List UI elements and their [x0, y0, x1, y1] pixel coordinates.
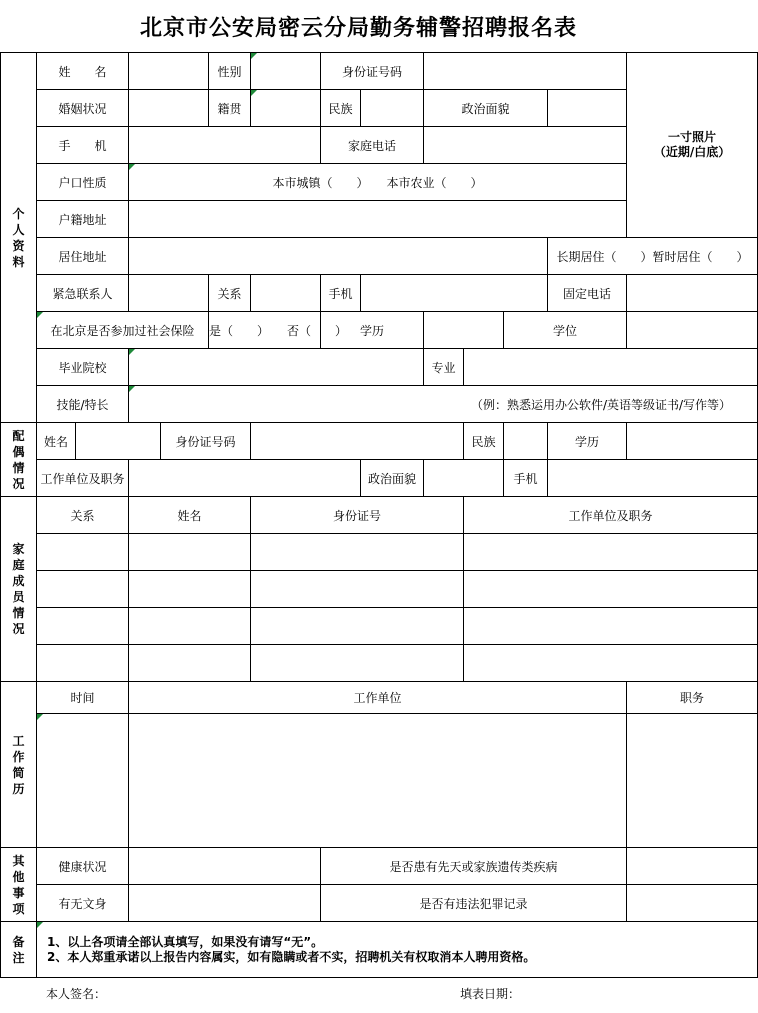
family-relation-cell[interactable] — [37, 534, 129, 571]
health-field[interactable] — [129, 848, 321, 885]
landline-field[interactable] — [627, 275, 758, 312]
family-id-cell[interactable] — [251, 534, 464, 571]
family-row — [1, 571, 758, 608]
emergency-mobile-label: 手机 — [321, 275, 361, 312]
remark-note-1: 1、以上各项请全部认真填写，如果没有请写“无”。 — [47, 934, 324, 949]
remarks-notes — [37, 922, 758, 978]
spouse-political-label: 政治面貌 — [361, 460, 424, 497]
degree-field[interactable] — [627, 312, 758, 349]
marital-status-label: 婚姻状况 — [37, 90, 129, 127]
resume-time-field[interactable] — [37, 714, 129, 848]
family-work-cell[interactable] — [464, 645, 758, 682]
section-spouse: 配 偶 情 况 — [1, 423, 37, 497]
relation-label: 关系 — [209, 275, 251, 312]
native-place-field[interactable] — [251, 90, 321, 127]
family-id-cell[interactable] — [251, 608, 464, 645]
name-field[interactable] — [129, 53, 209, 90]
residence-address-field[interactable] — [129, 238, 548, 275]
major-label: 专业 — [424, 349, 464, 386]
major-field[interactable] — [464, 349, 758, 386]
resume-header-time: 时间 — [37, 682, 129, 714]
residence-address-label: 居住地址 — [37, 238, 129, 275]
name-label: 姓 名 — [37, 53, 129, 90]
political-status-label: 政治面貌 — [424, 90, 548, 127]
resume-header-position: 职务 — [627, 682, 758, 714]
tattoo-field[interactable] — [129, 885, 321, 922]
skills-field[interactable]: （例：熟悉运用办公软件/英语等级证书/写作等） — [129, 386, 758, 423]
family-relation-cell[interactable] — [37, 608, 129, 645]
emergency-contact-field[interactable] — [129, 275, 209, 312]
family-relation-cell[interactable] — [37, 645, 129, 682]
family-name-cell[interactable] — [129, 571, 251, 608]
spouse-political-field[interactable] — [424, 460, 504, 497]
family-row — [1, 608, 758, 645]
residence-type-options[interactable]: 长期居住（ ）暂时居住（ ） — [548, 238, 758, 275]
family-name-cell[interactable] — [129, 534, 251, 571]
fill-date-label: 填表日期： — [460, 987, 521, 1001]
remark-note-2: 2、本人郑重承诺以上报告内容属实，如有隐瞒或者不实，招聘机关有权取消本人聘用资格。 — [47, 949, 536, 964]
family-work-cell[interactable] — [464, 571, 758, 608]
relation-field[interactable] — [251, 275, 321, 312]
hukou-type-options[interactable]: 本市城镇（ ） 本市农业（ ） — [129, 164, 627, 201]
photo-label: 一寸照片 — [668, 130, 717, 144]
mobile-label: 手 机 — [37, 127, 129, 164]
mobile-field[interactable] — [129, 127, 321, 164]
gender-label: 性别 — [209, 53, 251, 90]
hukou-type-label: 户口性质 — [37, 164, 129, 201]
spouse-id-label: 身份证号码 — [161, 423, 251, 460]
education-label: 学历 — [321, 312, 424, 349]
hereditary-disease-field[interactable] — [627, 848, 758, 885]
spouse-mobile-label: 手机 — [504, 460, 548, 497]
hukou-address-label: 户籍地址 — [37, 201, 129, 238]
form-title: 北京市公安局密云分局勤务辅警招聘报名表 — [139, 15, 577, 41]
ethnicity-label: 民族 — [321, 90, 361, 127]
emergency-mobile-field[interactable] — [361, 275, 548, 312]
resume-position-field[interactable] — [627, 714, 758, 848]
section-work-history: 工 作 简 历 — [1, 682, 37, 848]
family-work-cell[interactable] — [464, 608, 758, 645]
signature-label: 本人签名： — [46, 987, 107, 1001]
spouse-work-label: 工作单位及职务 — [37, 460, 129, 497]
degree-label: 学位 — [504, 312, 627, 349]
criminal-record-field[interactable] — [627, 885, 758, 922]
emergency-contact-label: 紧急联系人 — [37, 275, 129, 312]
family-row — [1, 645, 758, 682]
resume-employer-field[interactable] — [129, 714, 627, 848]
health-label: 健康状况 — [37, 848, 129, 885]
criminal-record-label: 是否有违法犯罪记录 — [321, 885, 627, 922]
spouse-name-field[interactable] — [76, 423, 161, 460]
family-header-name: 姓名 — [129, 497, 251, 534]
landline-label: 固定电话 — [548, 275, 627, 312]
school-field[interactable] — [129, 349, 424, 386]
hukou-address-field[interactable] — [129, 201, 627, 238]
id-number-field[interactable] — [424, 53, 627, 90]
family-header-relation: 关系 — [37, 497, 129, 534]
spouse-education-field[interactable] — [627, 423, 758, 460]
family-name-cell[interactable] — [129, 645, 251, 682]
spouse-mobile-field[interactable] — [548, 460, 758, 497]
social-insurance-label: 在北京是否参加过社会保险 — [37, 312, 209, 349]
family-header-id: 身份证号 — [251, 497, 464, 534]
ethnicity-field[interactable] — [361, 90, 424, 127]
family-relation-cell[interactable] — [37, 571, 129, 608]
family-name-cell[interactable] — [129, 608, 251, 645]
marital-status-field[interactable] — [129, 90, 209, 127]
family-work-cell[interactable] — [464, 534, 758, 571]
home-phone-field[interactable] — [424, 127, 627, 164]
spouse-name-label: 姓名 — [37, 423, 76, 460]
spouse-ethnicity-field[interactable] — [504, 423, 548, 460]
section-personal-info: 个 人 资 料 — [1, 53, 37, 423]
spouse-work-field[interactable] — [129, 460, 361, 497]
political-status-field[interactable] — [548, 90, 627, 127]
family-id-cell[interactable] — [251, 571, 464, 608]
hereditary-disease-label: 是否患有先天或家族遗传类疾病 — [321, 848, 627, 885]
family-id-cell[interactable] — [251, 645, 464, 682]
tattoo-label: 有无文身 — [37, 885, 129, 922]
native-place-label: 籍贯 — [209, 90, 251, 127]
family-header-work: 工作单位及职务 — [464, 497, 758, 534]
school-label: 毕业院校 — [37, 349, 129, 386]
registration-form-table — [0, 52, 758, 978]
id-number-label: 身份证号码 — [321, 53, 424, 90]
home-phone-label: 家庭电话 — [321, 127, 424, 164]
gender-field[interactable] — [251, 53, 321, 90]
section-family: 家 庭 成 员 情 况 — [1, 497, 37, 682]
skills-label: 技能/特长 — [37, 386, 129, 423]
education-field[interactable] — [424, 312, 504, 349]
family-row — [1, 534, 758, 571]
photo-requirement: （近期/白底） — [653, 145, 731, 159]
section-remarks: 备 注 — [1, 922, 37, 978]
social-insurance-options[interactable]: 是（ ） 否（ ） — [209, 312, 321, 349]
photo-placeholder[interactable] — [627, 53, 758, 238]
spouse-education-label: 学历 — [548, 423, 627, 460]
spouse-id-field[interactable] — [251, 423, 464, 460]
resume-header-employer: 工作单位 — [129, 682, 627, 714]
section-other-items: 其 他 事 项 — [1, 848, 37, 922]
spouse-ethnicity-label: 民族 — [464, 423, 504, 460]
